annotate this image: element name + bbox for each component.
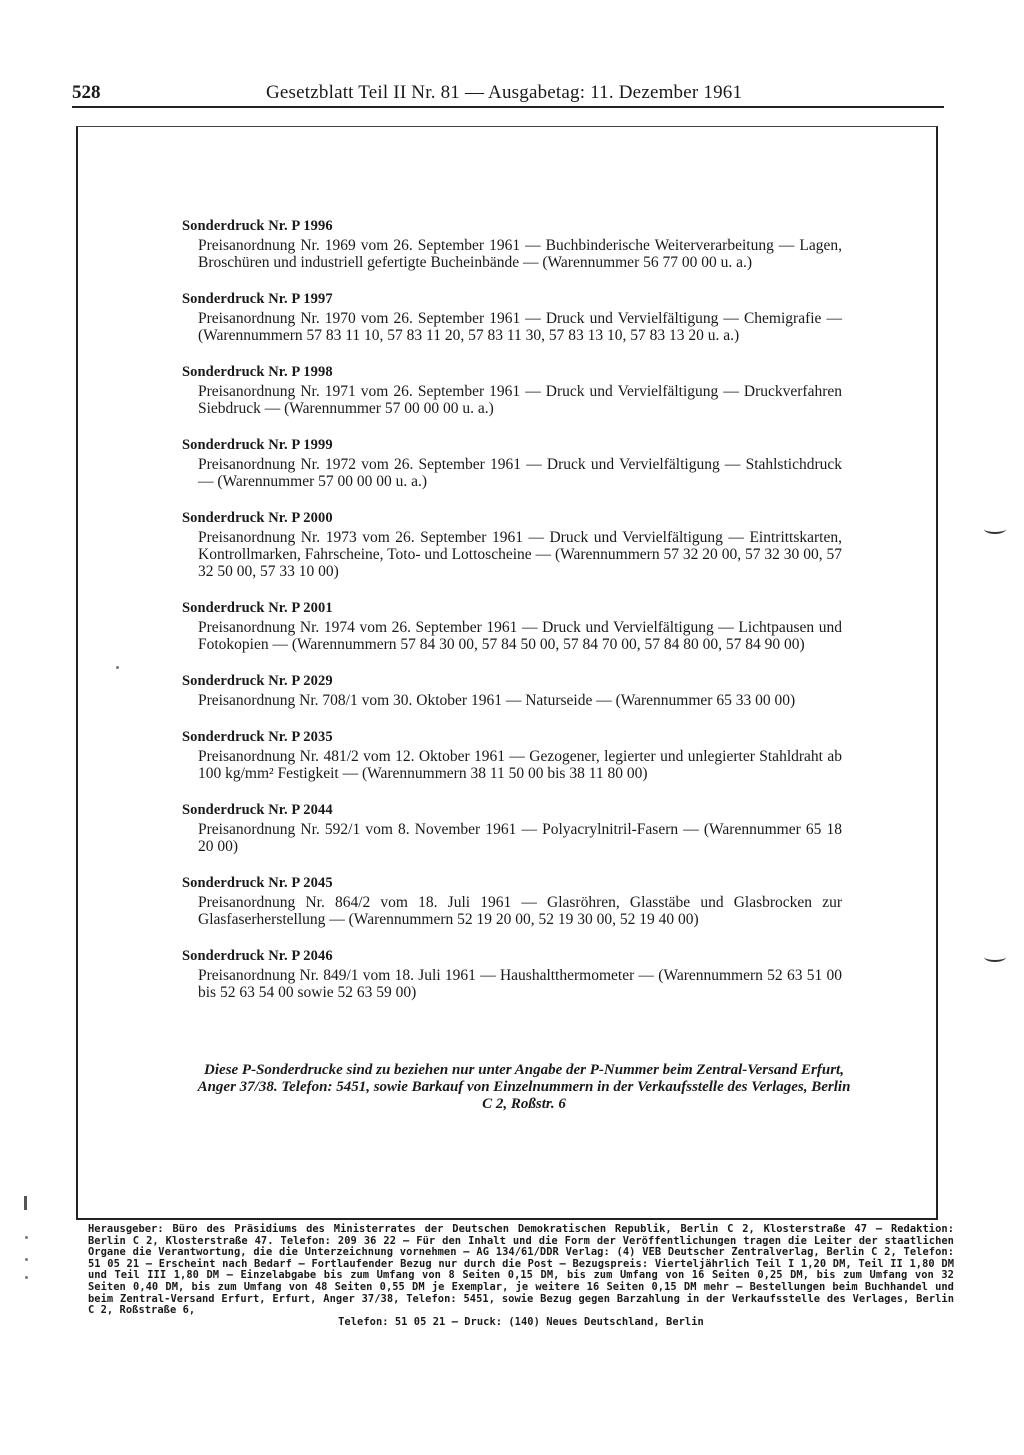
list-item bbox=[182, 218, 842, 271]
ordering-notice: Diese P-Sonderdrucke sind zu beziehen nur unter Angabe der P-Nummer beim Zentral-Versand Erfurt, Anger 37/38. Telefon: 5451, sowie Barkauf von Einzelnummern in der Verkaufsstelle des Verlages, Berlin C 2, Roßstr. 6 bbox=[197, 1062, 851, 1112]
entry-text: Preisanordnung Nr. 849/1 vom 18. Juli 1961 — Haushaltthermometer — (Warennummern 52 63 51 00 bis 52 63 54 00 sowie 52 63 59 00) bbox=[198, 967, 842, 1001]
entry-heading: Sonderdruck Nr. P 2046 bbox=[182, 948, 333, 964]
list-item bbox=[182, 364, 842, 417]
entry-text: Preisanordnung Nr. 708/1 vom 30. Oktober 1961 — Naturseide — (Warennummer 65 33 00 00) bbox=[198, 692, 796, 709]
scan-dot bbox=[25, 1276, 28, 1279]
page-header bbox=[72, 82, 944, 106]
entry-text: Preisanordnung Nr. 592/1 vom 8. November 1961 — Polyacrylnitril-Fasern — (Warennummer 65 18 20 00) bbox=[198, 821, 842, 855]
list-item bbox=[182, 437, 842, 490]
scan-dot bbox=[116, 666, 119, 669]
entry-heading: Sonderdruck Nr. P 2001 bbox=[182, 600, 333, 616]
entry-text: Preisanordnung Nr. 1971 vom 26. September 1961 — Druck und Vervielfältigung — Druckverfahren Siebdruck — (Warennummer 57 00 00 00 u. a.) bbox=[198, 383, 842, 417]
list-item bbox=[182, 291, 842, 344]
entry-heading: Sonderdruck Nr. P 2029 bbox=[182, 673, 333, 689]
list-item bbox=[182, 948, 842, 1001]
header-rule bbox=[72, 106, 944, 108]
scan-dot bbox=[25, 1236, 28, 1239]
scan-dot bbox=[25, 1258, 28, 1261]
scan-speck bbox=[24, 1196, 27, 1210]
entry-heading: Sonderdruck Nr. P 1999 bbox=[182, 437, 333, 453]
entry-heading: Sonderdruck Nr. P 2044 bbox=[182, 802, 333, 818]
header-title: Gesetzblatt Teil II Nr. 81 — Ausgabetag: 11. Dezember 1961 bbox=[266, 82, 743, 103]
margin-mark bbox=[984, 952, 1006, 962]
entry-text: Preisanordnung Nr. 481/2 vom 12. Oktober 1961 — Gezogener, legierter und unlegierter Stahldraht ab 100 kg/mm² Festigkeit — (Warennummern 38 11 50 00 bis 38 11 80 00) bbox=[198, 748, 842, 782]
entry-text: Preisanordnung Nr. 1969 vom 26. September 1961 — Buchbinderische Weiterverarbeitung — Lagen, Broschüren und industriell gefertigte Bucheinbände — (Warennummer 56 77 00 00 u. a.) bbox=[198, 237, 842, 271]
entry-text: Preisanordnung Nr. 1974 vom 26. September 1961 — Druck und Vervielfältigung — Lichtpausen und Fotokopien — (Warennummern 57 84 30 00, 57 84 50 00, 57 84 70 00, 57 84 80 00, 57 84 90 00) bbox=[198, 619, 842, 653]
entry-heading: Sonderdruck Nr. P 2000 bbox=[182, 510, 333, 526]
entry-text: Preisanordnung Nr. 864/2 vom 18. Juli 1961 — Glasröhren, Glasstäbe und Glasbrocken zur Glasfaserherstellung — (Warennummern 52 19 20 00, 52 19 30 00, 52 19 40 00) bbox=[198, 894, 842, 928]
entry-heading: Sonderdruck Nr. P 2045 bbox=[182, 875, 333, 891]
list-item bbox=[182, 802, 842, 855]
list-item bbox=[182, 600, 842, 653]
list-item bbox=[182, 673, 842, 709]
page-number: 528 bbox=[72, 82, 101, 103]
entry-heading: Sonderdruck Nr. P 1996 bbox=[182, 218, 333, 234]
imprint-body: Herausgeber: Büro des Präsidiums des Ministerrates der Deutschen Demokratischen Republik, Berlin C 2, Klosterstraße 47 — Redaktion: Berlin C 2, Klosterstraße 47. Telefon: 209 36 22 — Für den Inhalt und die Form der Veröffentlichungen tragen die Leiter der staatlichen Organe die Verantwortung, die die Unterzeichnung vornehmen — AG 134/61/DDR Verlag: (4) VEB Deutscher Zentralverlag, Berlin C 2, Telefon: 51 05 21 — Erscheint nach Bedarf — Fortlaufender Bezug nur durch die Post — Bezugspreis: Vierteljährlich Teil I 1,20 DM, Teil II 1,80 DM und Teil III 1,80 DM — Einzelabgabe bis zum Umfang von 8 Seiten 0,15 DM, bis zum Umfang von 16 Seiten 0,25 DM, bis zum Umfang von 32 Seiten 0,40 DM, bis zum Umfang von 48 Seiten 0,55 DM je Exemplar, je weitere 16 Seiten 0,15 DM mehr — Bestellungen beim Buchhandel und beim Zentral-Versand Erfurt, Erfurt, Anger 37/38, Telefon: 5451, sowie Bezug gegen Barzahlung in der Verkaufsstelle des Verlages, Berlin C 2, Roßstraße 6, bbox=[88, 1223, 954, 1317]
entry-heading: Sonderdruck Nr. P 2035 bbox=[182, 729, 333, 745]
margin-mark bbox=[984, 524, 1006, 534]
entry-text: Preisanordnung Nr. 1973 vom 26. September 1961 — Druck und Vervielfältigung — Eintrittskarten, Kontrollmarken, Fahrscheine, Toto- und Lottoscheine — (Warennummern 57 32 20 00, 57 32 30 00, 57 32 50 00, 57 33 10 00) bbox=[198, 529, 842, 580]
list-item bbox=[182, 510, 842, 580]
imprint bbox=[88, 1224, 954, 1328]
entry-heading: Sonderdruck Nr. P 1997 bbox=[182, 291, 333, 307]
list-item bbox=[182, 729, 842, 782]
entry-text: Preisanordnung Nr. 1972 vom 26. September 1961 — Druck und Vervielfältigung — Stahlstichdruck — (Warennummer 57 00 00 00 u. a.) bbox=[198, 456, 842, 490]
entry-heading: Sonderdruck Nr. P 1998 bbox=[182, 364, 333, 380]
imprint-last-line: Telefon: 51 05 21 — Druck: (140) Neues Deutschland, Berlin bbox=[338, 1315, 704, 1328]
list-item bbox=[182, 875, 842, 928]
entry-list bbox=[182, 218, 842, 1021]
entry-text: Preisanordnung Nr. 1970 vom 26. September 1961 — Druck und Vervielfältigung — Chemigrafie — (Warennummern 57 83 11 10, 57 83 11 20, 57 83 11 30, 57 83 13 10, 57 83 13 20 u. a.) bbox=[198, 310, 842, 344]
